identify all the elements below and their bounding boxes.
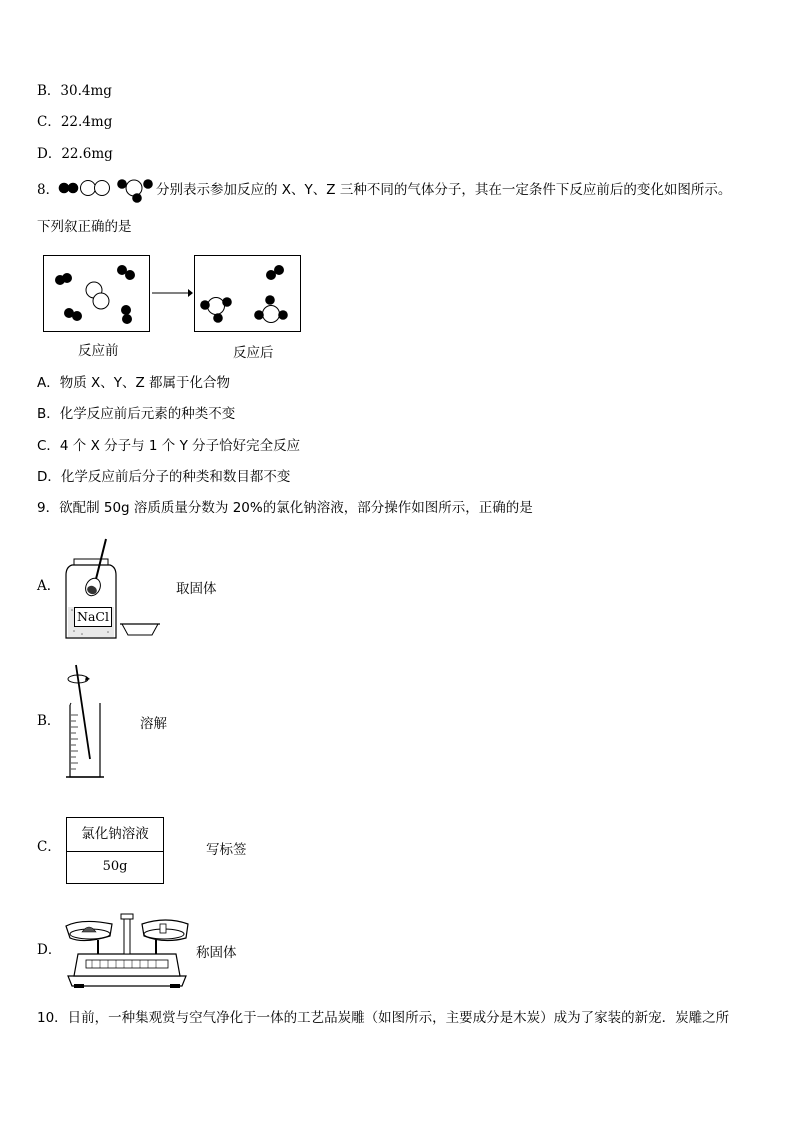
q7-option-c: C．22.4mg (37, 114, 113, 130)
q9-c-letter: C． (37, 839, 61, 855)
q7-option-b: B．30.4mg (37, 83, 112, 99)
before-label: 反应前 (78, 343, 119, 359)
q8-legend-molecules-icon (58, 174, 158, 204)
q8-option-a: A．物质 X、Y、Z 都属于化合物 (37, 375, 231, 391)
solution-label-name: 氯化钠溶液 (67, 818, 163, 852)
q9-c-caption: 写标签 (206, 842, 247, 858)
reaction-arrow-icon (150, 287, 194, 299)
q10-stem: 10．日前，一种集观赏与空气净化于一体的工艺品炭雕（如图所示，主要成分是木炭）成为了家装的新宠．炭雕之所 (37, 1010, 730, 1026)
q9-d-caption: 称固体 (196, 945, 237, 961)
q9-a-caption: 取固体 (176, 581, 217, 597)
after-molecules (194, 255, 301, 332)
nacl-bottle-label: NaCl (74, 607, 112, 627)
q9-stem: 9．欲配制 50g 溶质质量分数为 20%的氯化钠溶液，部分操作如图所示，正确的是 (37, 500, 533, 516)
reagent-bottle-spoon-icon (62, 535, 162, 645)
balance-scale-icon (62, 910, 192, 990)
q8-option-c: C．4 个 X 分子与 1 个 Y 分子恰好完全反应 (37, 438, 301, 454)
q9-b-letter: B． (37, 713, 61, 729)
q8-number: 8． (37, 182, 60, 198)
q8-option-b: B．化学反应前后元素的种类不变 (37, 406, 236, 422)
q9-a-letter: A． (37, 578, 61, 594)
solution-label-card (66, 817, 164, 884)
q9-d-letter: D． (37, 942, 62, 958)
q8-option-d: D．化学反应前后分子的种类和数目都不变 (37, 469, 291, 485)
q8-stem: 分别表示参加反应的 X、Y、Z 三种不同的气体分子，其在一定条件下反应前后的变化如图所示。 (156, 182, 732, 198)
before-molecules (43, 255, 150, 332)
q7-option-d: D．22.6mg (37, 146, 113, 162)
after-label: 反应后 (233, 345, 274, 361)
solution-label-mass: 50g (102, 859, 128, 874)
graduated-cylinder-rod-icon (62, 663, 112, 783)
q9-b-caption: 溶解 (140, 716, 167, 732)
q8-stem-continued: 下列叙正确的是 (37, 219, 132, 235)
